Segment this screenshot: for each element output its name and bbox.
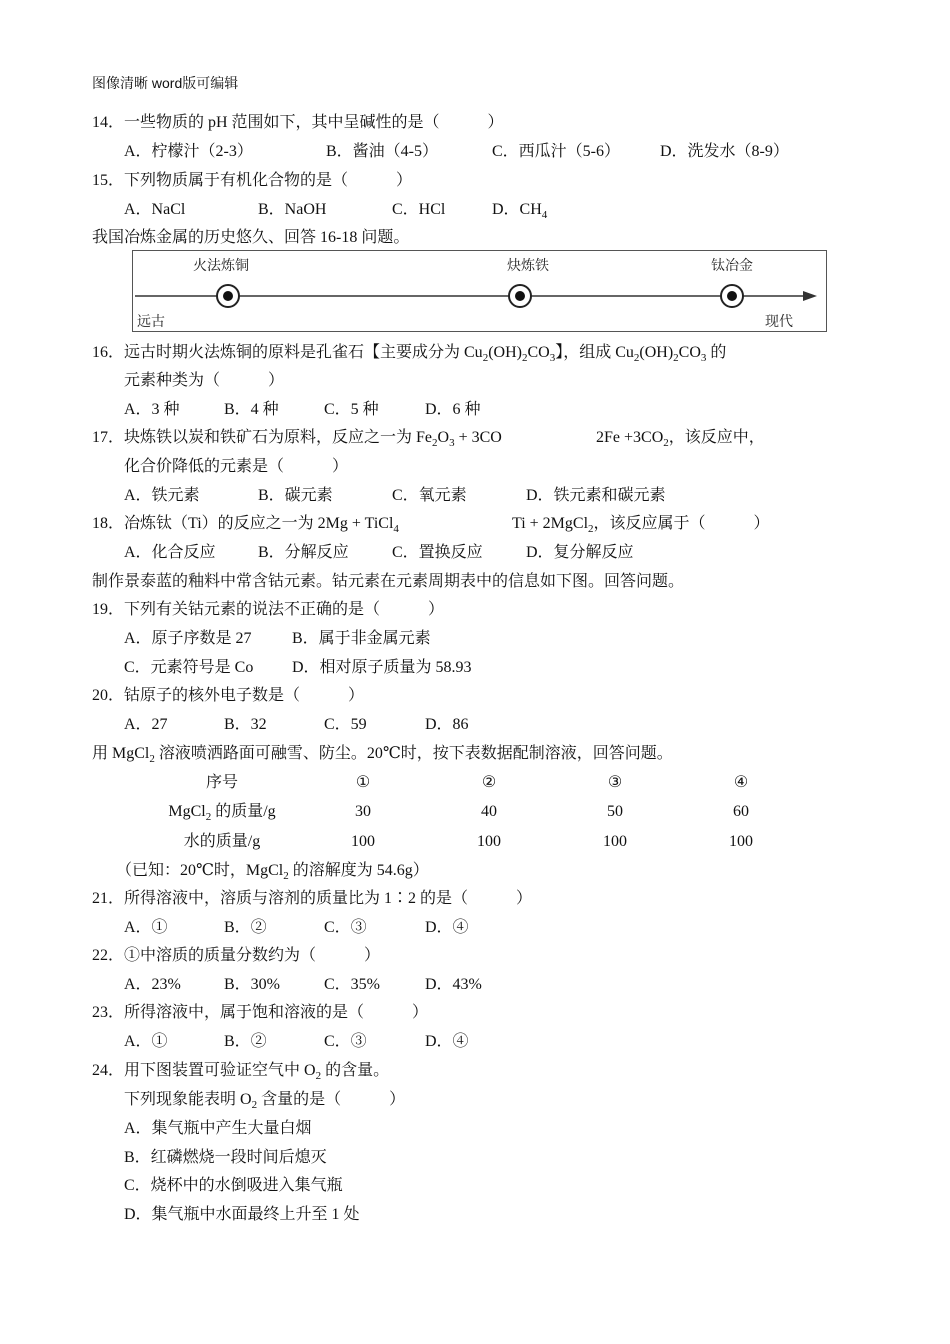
- q17-option-a: A．铁元素: [124, 487, 200, 504]
- q24-sub: 2: [315, 1070, 322, 1082]
- q23-option-b: B．②: [224, 1033, 267, 1050]
- q20-option-d: D．86: [425, 716, 469, 733]
- q17-stem-line2: 化合价降低的元素是（ ）: [124, 458, 349, 475]
- q15-option-d: [492, 200, 547, 220]
- q17-text-d: 2Fe +3CO: [596, 429, 664, 446]
- q16-sub: 2: [521, 352, 528, 364]
- q24-option-c: C．烧杯中的水倒吸进入集气瓶: [124, 1177, 343, 1194]
- q14-option-b: B．酱油（4-5）: [326, 143, 439, 160]
- q23-option-c: C．③: [324, 1033, 367, 1050]
- q22-option-b: B．30%: [224, 976, 281, 993]
- q20-stem: 20．钴原子的核外电子数是（ ）: [92, 687, 365, 704]
- q18-option-b: B．分解反应: [258, 544, 349, 561]
- table-sub: 2: [205, 811, 212, 823]
- q20-option-b: B．32: [224, 716, 267, 733]
- note-sub: 2: [283, 870, 289, 882]
- q22-option-d: D．43%: [425, 976, 482, 993]
- page-header: 图像清晰 word版可编辑: [92, 75, 239, 91]
- intro-21-23-text-b: 溶液喷洒路面可融雪、防尘。20℃时，按下表数据配制溶液，回答问题。: [154, 745, 673, 762]
- table-row-label-id: 序号: [205, 774, 238, 791]
- timeline-marker-3: [721, 285, 743, 307]
- intro-21-23-text-a: 用 MgCl: [92, 745, 150, 762]
- table-cell-mgcl2-mass: 30: [355, 803, 371, 820]
- q24-text-c: 下列现象能表明 O: [124, 1091, 252, 1108]
- q16-stem: [92, 343, 726, 363]
- q22-option-c: C．35%: [324, 976, 381, 993]
- q19-stem: 19．下列有关钴元素的说法不正确的是（ ）: [92, 601, 445, 618]
- intro-19-20: 制作景泰蓝的釉料中常含钴元素。钴元素在元素周期表中的信息如下图。回答问题。: [92, 573, 685, 590]
- q17-text-c: + 3CO: [454, 429, 502, 446]
- table-mgcl2-suffix: 的质量/g: [211, 803, 276, 820]
- intro-21-23: [92, 744, 673, 764]
- table-cell-mgcl2-mass: 40: [481, 803, 497, 820]
- q17-option-c: C．氧元素: [392, 487, 467, 504]
- q16-text-5: 的: [710, 344, 727, 361]
- q16-sub: 2: [673, 352, 679, 364]
- q15-option-a: A．NaCl: [124, 201, 186, 218]
- q18-text-c: ，该反应属于（ ）: [593, 515, 770, 532]
- q14-option-c: C．西瓜汁（5-6）: [492, 143, 621, 160]
- q15-option-b: B．NaOH: [258, 201, 327, 218]
- q21-stem: 21．所得溶液中，溶质与溶剂的质量比为 1∶2 的是（ ）: [92, 890, 533, 907]
- q16-text-3: CO: [527, 344, 550, 361]
- q16-option-a: A．3 种: [124, 401, 180, 418]
- q22-option-a: A．23%: [124, 976, 181, 993]
- q15-option-c: C．HCl: [392, 201, 446, 218]
- q19-option-d: D．相对原子质量为 58.93: [292, 659, 472, 676]
- q18-option-d: D．复分解反应: [526, 544, 634, 561]
- table-mgcl2-text: MgCl: [168, 803, 206, 820]
- q16-text-1: 16．远古时期火法炼铜的原料是孔雀石【主要成分为 Cu: [92, 344, 483, 361]
- timeline-end: 现代: [765, 314, 793, 330]
- q16-text-2: (OH): [488, 344, 522, 361]
- table-row-label-water: 水的质量/g: [183, 833, 261, 850]
- q17-text-b: O: [437, 429, 450, 446]
- q21-option-a: A．①: [124, 919, 168, 936]
- note-text-b: 的溶解度为 54.6g）: [288, 862, 429, 879]
- q16-sub: 3: [700, 352, 707, 364]
- q16-sub: 2: [482, 352, 489, 364]
- solubility-note: [116, 861, 429, 881]
- arrowhead-icon: [803, 291, 817, 301]
- q15-option-d-sub: 4: [541, 209, 548, 221]
- table-cell-mgcl2-mass: 60: [733, 803, 749, 820]
- table-cell-water-mass: 100: [477, 833, 501, 850]
- q24-option-d: D．集气瓶中水面最终上升至 1 处: [124, 1206, 360, 1223]
- q21-option-b: B．②: [224, 919, 267, 936]
- table-cell-id: ④: [733, 774, 749, 791]
- q17-option-b: B．碳元素: [258, 487, 333, 504]
- q17-option-d: D．铁元素和碳元素: [526, 487, 666, 504]
- q24-option-a: A．集气瓶中产生大量白烟: [124, 1120, 312, 1137]
- q16-sub: 3: [549, 352, 556, 364]
- q18-sub: 2: [588, 523, 594, 535]
- q18-stem: [92, 514, 399, 534]
- q17-sub: 3: [449, 437, 455, 449]
- timeline-figure: [132, 250, 827, 332]
- q24-sub: 2: [251, 1099, 258, 1111]
- q17-sub: 2: [663, 437, 669, 449]
- timeline-event-2: 炔炼铁: [507, 258, 549, 274]
- q24-text-d: 含量的是（ ）: [257, 1091, 406, 1108]
- q18-stem-right: [512, 514, 770, 534]
- q16-option-b: B．4 种: [224, 401, 279, 418]
- q16-option-c: C．5 种: [324, 401, 379, 418]
- q24-option-b: B．红磷燃烧一段时间后熄灭: [124, 1149, 327, 1166]
- q18-sub: 4: [393, 523, 399, 535]
- table-cell-water-mass: 100: [603, 833, 627, 850]
- table-cell-water-mass: 100: [729, 833, 753, 850]
- q18-text-b: Ti + 2MgCl: [512, 515, 589, 532]
- q17-sub: 2: [432, 437, 438, 449]
- q14-option-d: D．洗发水（8-9）: [660, 143, 789, 160]
- q21-option-d: D．④: [425, 919, 469, 936]
- q16-text-2b: (OH): [639, 344, 674, 361]
- q23-option-d: D．④: [425, 1033, 469, 1050]
- q24-stem-line2: [124, 1090, 405, 1110]
- timeline-event-1: 火法炼铜: [193, 258, 249, 274]
- table-cell-id: ③: [607, 774, 623, 791]
- q18-text-a: 18．冶炼钛（Ti）的反应之一为 2Mg + TiCl: [92, 515, 394, 532]
- q21-option-c: C．③: [324, 919, 367, 936]
- q20-option-c: C．59: [324, 716, 367, 733]
- q17-text-a: 17．块炼铁以炭和铁矿石为原料，反应之一为 Fe: [92, 429, 433, 446]
- timeline-axis: [133, 251, 826, 331]
- table-cell-mgcl2-mass: 50: [607, 803, 623, 820]
- q16-text-3b: CO: [678, 344, 701, 361]
- q19-option-c: C．元素符号是 Co: [124, 659, 254, 676]
- timeline-marker-2: [509, 285, 531, 307]
- q19-option-b: B．属于非金属元素: [292, 630, 431, 647]
- q16-stem-line2: 元素种类为（ ）: [124, 372, 285, 389]
- timeline-start: 远古: [137, 314, 165, 330]
- q14-option-a: A．柠檬汁（2-3）: [124, 143, 253, 160]
- q17-text-e: ，该反应中，: [668, 429, 765, 446]
- q16-text-4: 】，组成 Cu: [555, 344, 634, 361]
- q14-stem: 14．一些物质的 pH 范围如下，其中呈碱性的是（ ）: [92, 114, 504, 131]
- note-text-a: （已知：20℃时，MgCl: [116, 862, 284, 879]
- q18-option-c: C．置换反应: [392, 544, 483, 561]
- q23-stem: 23．所得溶液中，属于饱和溶液的是（ ）: [92, 1004, 429, 1021]
- intro-sub: 2: [149, 753, 155, 765]
- q24-text-b: 的含量。: [321, 1062, 390, 1079]
- q20-option-a: A．27: [124, 716, 168, 733]
- q18-option-a: A．化合反应: [124, 544, 216, 561]
- q22-stem: 22．①中溶质的质量分数约为（ ）: [92, 947, 381, 964]
- q15-option-d-text: D．CH: [492, 201, 542, 218]
- q23-option-a: A．①: [124, 1033, 168, 1050]
- table-cell-id: ②: [481, 774, 497, 791]
- q19-option-a: A．原子序数是 27: [124, 630, 252, 647]
- timeline-event-3: 钛冶金: [711, 258, 753, 274]
- q17-stem-right: [596, 428, 765, 448]
- q16-option-d: D．6 种: [425, 401, 481, 418]
- q17-stem: [92, 428, 502, 448]
- q24-stem: [92, 1061, 389, 1081]
- table-cell-water-mass: 100: [351, 833, 375, 850]
- timeline-marker-1: [217, 285, 239, 307]
- intro-16-18: 我国冶炼金属的历史悠久、回答 16-18 问题。: [92, 229, 410, 246]
- q15-stem: 15．下列物质属于有机化合物的是（ ）: [92, 172, 413, 189]
- table-cell-id: ①: [355, 774, 371, 791]
- q16-sub: 2: [633, 352, 640, 364]
- q24-text-a: 24．用下图装置可验证空气中 O: [92, 1062, 316, 1079]
- table-row-label-mgcl2: [164, 802, 280, 822]
